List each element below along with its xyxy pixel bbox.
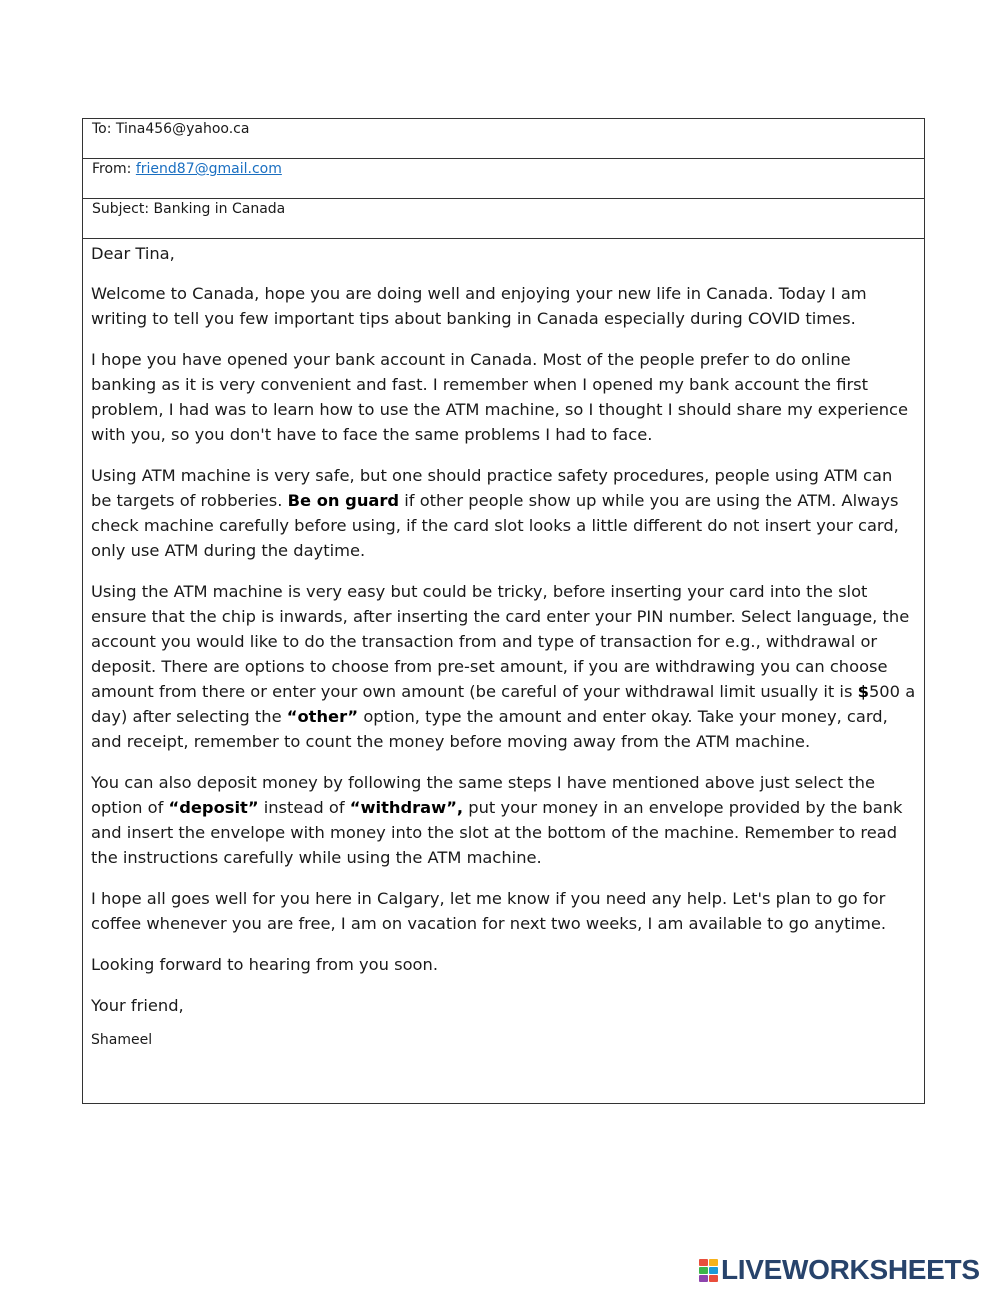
logo-square-3 xyxy=(699,1267,708,1274)
from-row xyxy=(83,159,924,199)
from-label: From: xyxy=(92,161,136,177)
signature: Shameel xyxy=(91,1032,153,1048)
p3-text-a: Using ATM machine is very safe, but one should practice safety procedures, people using ATM can be targets of robberies. xyxy=(91,466,893,510)
logo-square-4 xyxy=(709,1267,718,1274)
p5-text-a: You can also deposit money by following the same steps I have mentioned above just select the option of xyxy=(91,773,876,817)
to-label: To: xyxy=(92,121,116,137)
logo-mark-icon xyxy=(698,1258,718,1282)
email-body xyxy=(83,239,924,1050)
paragraph-calgary: I hope all goes well for you here in Calgary, let me know if you need any help. Let's plan to go for coffee whenever you are free, I am on vacation for next two weeks, I am available to go anytime. xyxy=(91,889,887,933)
p4-bold-other: “other” xyxy=(286,707,359,726)
paragraph-bank-account: I hope you have opened your bank account in Canada. Most of the people prefer to do online banking as it is very convenient and fast. I remember when I opened my bank account the first problem, I had was to learn how to use the ATM machine, so I thought I should share my experience with you, so you don't have to face the same problems I had to face. xyxy=(91,350,909,444)
p4-text-a: Using the ATM machine is very easy but could be tricky, before inserting your card into the slot ensure that the chip is inwards, after inserting the card enter your PIN number. Select language, the account you would like to do the transaction from and type of transaction for e.g., withdrawal or deposit. There are options to choose from pre-set amount, if you are withdrawing you can choose amount from there or enter your own amount (be careful of your withdrawal limit usually it is xyxy=(91,582,910,701)
p5-bold-withdraw: “withdraw”, xyxy=(349,798,464,817)
subject-value: Banking in Canada xyxy=(153,201,286,217)
p5-bold-deposit: “deposit” xyxy=(168,798,259,817)
p4-text-c: option, type the amount and enter okay. Take your money, card, and receipt, remember to count the money before moving away from the ATM machine. xyxy=(91,707,888,751)
to-address: Tina456@yahoo.ca xyxy=(115,121,250,137)
p5-text-c: put your money in an envelope provided by the bank and insert the envelope with money into the slot at the bottom of the machine. Remember to read the instructions carefully while using the ATM machine. xyxy=(91,798,903,867)
p3-bold-be-on-guard: Be on guard xyxy=(287,491,400,510)
logo-square-1 xyxy=(699,1259,708,1266)
to-row xyxy=(83,119,924,159)
liveworksheets-logo xyxy=(698,1254,980,1285)
paragraph-atm-safety xyxy=(91,463,916,563)
paragraph-welcome: Welcome to Canada, hope you are doing well and enjoying your new life in Canada. Today I am writing to tell you few important tips about banking in Canada especially during COVID times. xyxy=(91,284,867,328)
p3-text-b: if other people show up while you are using the ATM. Always check machine carefully before using, if the card slot looks a little different do not insert your card, only use ATM during the daytime. xyxy=(91,491,899,560)
p4-bold-dollar: $ xyxy=(857,682,869,701)
greeting: Dear Tina, xyxy=(91,244,175,263)
from-address-link[interactable]: friend87@gmail.com xyxy=(135,161,282,177)
closing: Your friend, xyxy=(91,996,184,1015)
logo-text: LIVEWORKSHEETS xyxy=(721,1254,980,1285)
logo-square-2 xyxy=(709,1259,718,1266)
p4-text-b: 500 a day) after selecting the xyxy=(91,682,916,726)
email-document xyxy=(82,118,925,1104)
subject-row xyxy=(83,199,924,239)
logo-square-5 xyxy=(699,1275,708,1282)
paragraph-deposit xyxy=(91,770,916,870)
paragraph-atm-usage xyxy=(91,579,916,754)
logo-square-6 xyxy=(709,1275,718,1282)
subject-label: Subject: xyxy=(92,201,154,217)
p5-text-b: instead of xyxy=(258,798,350,817)
paragraph-looking-forward: Looking forward to hearing from you soon. xyxy=(91,955,439,974)
